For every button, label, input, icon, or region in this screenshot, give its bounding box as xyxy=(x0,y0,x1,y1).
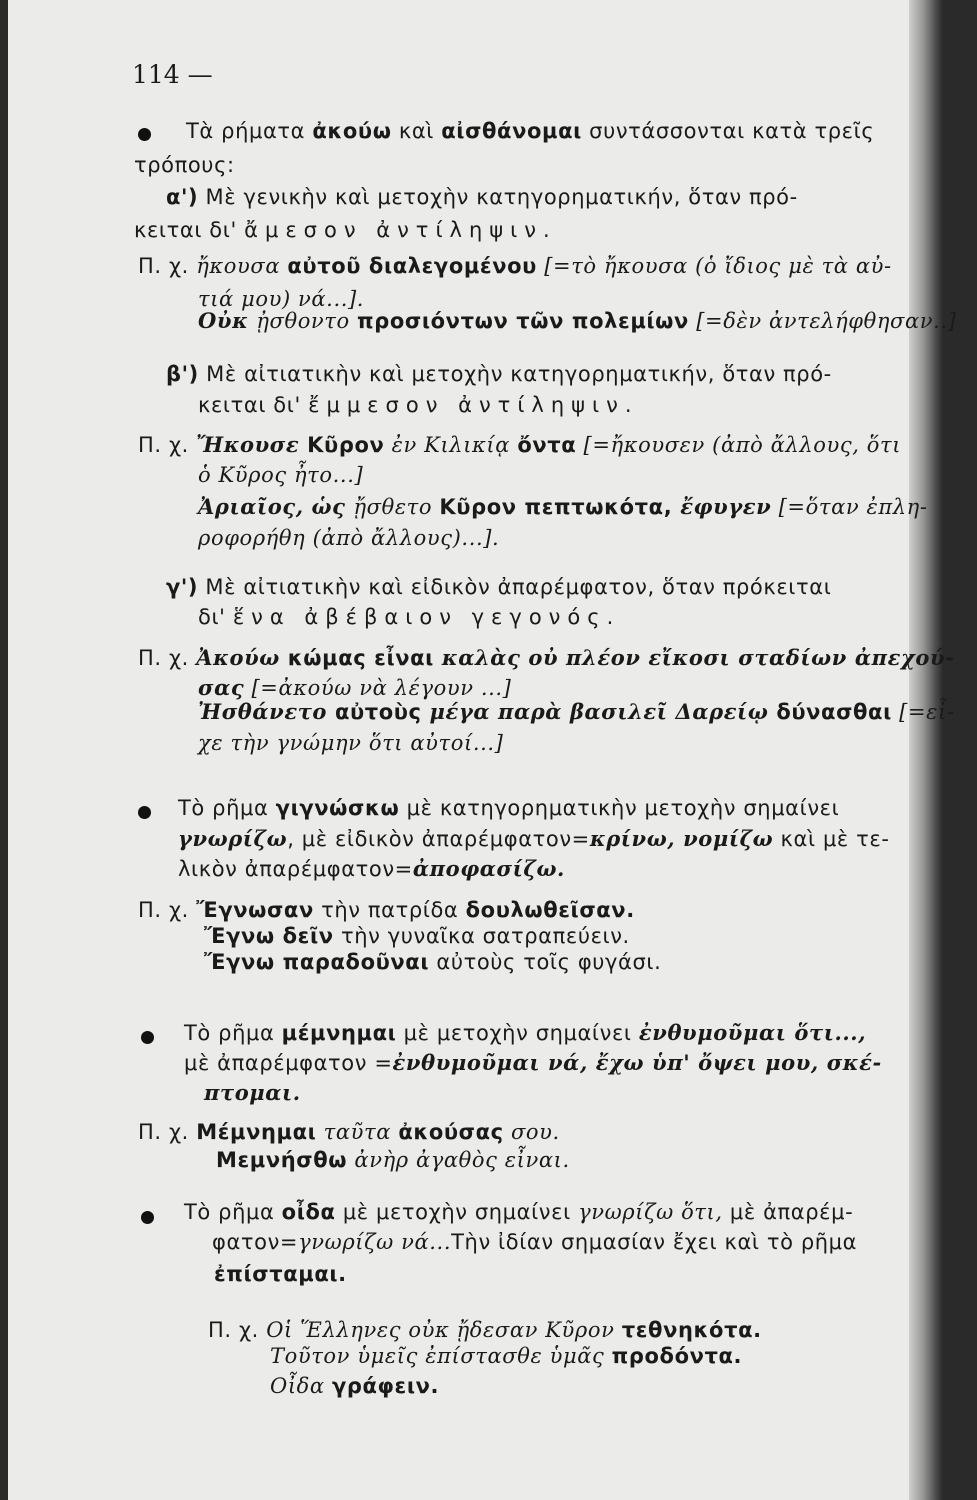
s4-example-2: Τοῦτον ὑμεῖς ἐπίστασθε ὑμᾶς προδόντα. xyxy=(270,1344,743,1368)
s1-c-example-1: Π. χ. Ἀκούω κώμας εἶναι καλὰς οὐ πλέον εἴκοσι σταδίων ἀπεχού- xyxy=(138,645,955,670)
s1-b-example-2: ὁ Κῦρος ἦτο...] xyxy=(198,463,364,487)
book-spine xyxy=(909,0,943,1500)
s1-c-line-1: γ') Μὲ αἰτιατικὴν καὶ εἰδικὸν ἀπαρέμφατον, ὅταν πρόκειται xyxy=(166,575,832,599)
s3-line-1: Τὸ ρῆμα μέμνημαι μὲ μετοχὴν σημαίνει ἐνθυμοῦμαι ὅτι..., xyxy=(184,1020,867,1045)
s1-intro-line-2: τρόπους: xyxy=(134,153,235,177)
s2-example-2: Ἔγνω δεῖν τὴν γυναῖκα σατραπεύειν. xyxy=(204,924,630,948)
s3-line-3: πτομαι. xyxy=(204,1080,301,1105)
s1-b-line-1: β') Μὲ αἰτιατικὴν καὶ μετοχὴν κατηγορηματικήν, ὅταν πρό- xyxy=(166,362,832,386)
s1-b-line-2: κειται δι' ἔμμεσον ἀντίληψιν. xyxy=(198,393,639,417)
s1-b-example-3: Ἀριαῖος, ὡς ᾔσθετο Κῦρον πεπτωκότα, ἔφυγεν [=ὅταν ἐπλη- xyxy=(198,494,928,519)
bullet-icon xyxy=(138,128,151,141)
s2-line-2: γνωρίζω, μὲ εἰδικὸν ἀπαρέμφατον=κρίνω, νομίζω καὶ μὲ τε- xyxy=(178,826,890,851)
s1-a-example-3: Οὐκ ᾐσθοντο προσιόντων τῶν πολεμίων [=δὲν ἀντελήφθησαν..] xyxy=(198,308,957,333)
s1-a-line-2: κειται δι' ἄμεσον ἀντίληψιν. xyxy=(134,218,557,242)
s3-example-2: Μεμνήσθω ἀνὴρ ἀγαθὸς εἶναι. xyxy=(216,1148,570,1172)
s1-c-example-2: σας [=ἀκούω νὰ λέγουν ...] xyxy=(198,675,512,700)
s1-b-example-4: ροφορήθη (ἀπὸ ἄλλους)...]. xyxy=(198,526,500,550)
page-number: 114 — xyxy=(132,60,213,89)
s1-b-example-1: Π. χ. Ἤκουσε Κῦρον ἐν Κιλικίᾳ ὄντα [=ἤκουσεν (ἀπὸ ἄλλους, ὅτι xyxy=(138,432,902,457)
bullet-icon xyxy=(138,806,151,819)
s1-a-example-2: τιά μου) νά...]. xyxy=(198,287,365,311)
s1-a-line-1: α') Μὲ γενικὴν καὶ μετοχὴν κατηγορηματικήν, ὅταν πρό- xyxy=(166,185,798,209)
s4-line-2: φατον=γνωρίζω νά...Τὴν ἰδίαν σημασίαν ἔχει καὶ τὸ ρῆμα xyxy=(212,1230,858,1254)
s4-line-1: Τὸ ρῆμα οἶδα μὲ μετοχὴν σημαίνει γνωρίζω ὅτι, μὲ ἀπαρέμ- xyxy=(184,1200,854,1224)
bullet-icon xyxy=(141,1031,154,1044)
s3-line-2: μὲ ἀπαρέμφατον =ἐνθυμοῦμαι νά, ἔχω ὑπ' ὄψει μου, σκέ- xyxy=(184,1050,882,1075)
s1-c-example-4: χε τὴν γνώμην ὅτι αὐτοί...] xyxy=(198,731,504,755)
s2-line-3: λικὸν ἀπαρέμφατον=ἀποφασίζω. xyxy=(178,856,565,881)
s1-intro-line-1: Τὰ ρήματα ἀκούω καὶ αἰσθάνομαι συντάσσονται κατὰ τρεῖς xyxy=(186,119,875,143)
book-page xyxy=(8,0,957,1500)
s1-c-line-2: δι' ἕνα ἀβέβαιον γεγονός. xyxy=(198,605,621,629)
s2-example-1: Π. χ. Ἔγνωσαν τὴν πατρίδα δουλωθεῖσαν. xyxy=(138,898,635,922)
s4-example-1: Π. χ. Οἱ Ἕλληνες οὐκ ᾔδεσαν Κῦρον τεθνηκότα. xyxy=(208,1318,762,1342)
s1-a-example-1: Π. χ. ἤκουσα αὐτοῦ διαλεγομένου [=τὸ ἤκουσα (ὁ ἴδιος μὲ τὰ αὐ- xyxy=(138,254,892,278)
s4-line-3: ἐπίσταμαι. xyxy=(214,1262,347,1286)
s2-example-3: Ἔγνω παραδοῦναι αὐτοὺς τοῖς φυγάσι. xyxy=(204,950,662,974)
s2-line-1: Τὸ ρῆμα γιγνώσκω μὲ κατηγορηματικὴν μετοχὴν σημαίνει xyxy=(178,796,840,820)
bullet-icon xyxy=(141,1211,154,1224)
s1-c-example-3: Ἠσθάνετο αὐτοὺς μέγα παρὰ βασιλεῖ Δαρείῳ δύνασθαι [=εἶ- xyxy=(198,699,955,724)
s4-example-3: Οἶδα γράφειν. xyxy=(270,1374,440,1398)
s3-example-1: Π. χ. Μέμνημαι ταῦτα ἀκούσας σου. xyxy=(138,1120,560,1144)
